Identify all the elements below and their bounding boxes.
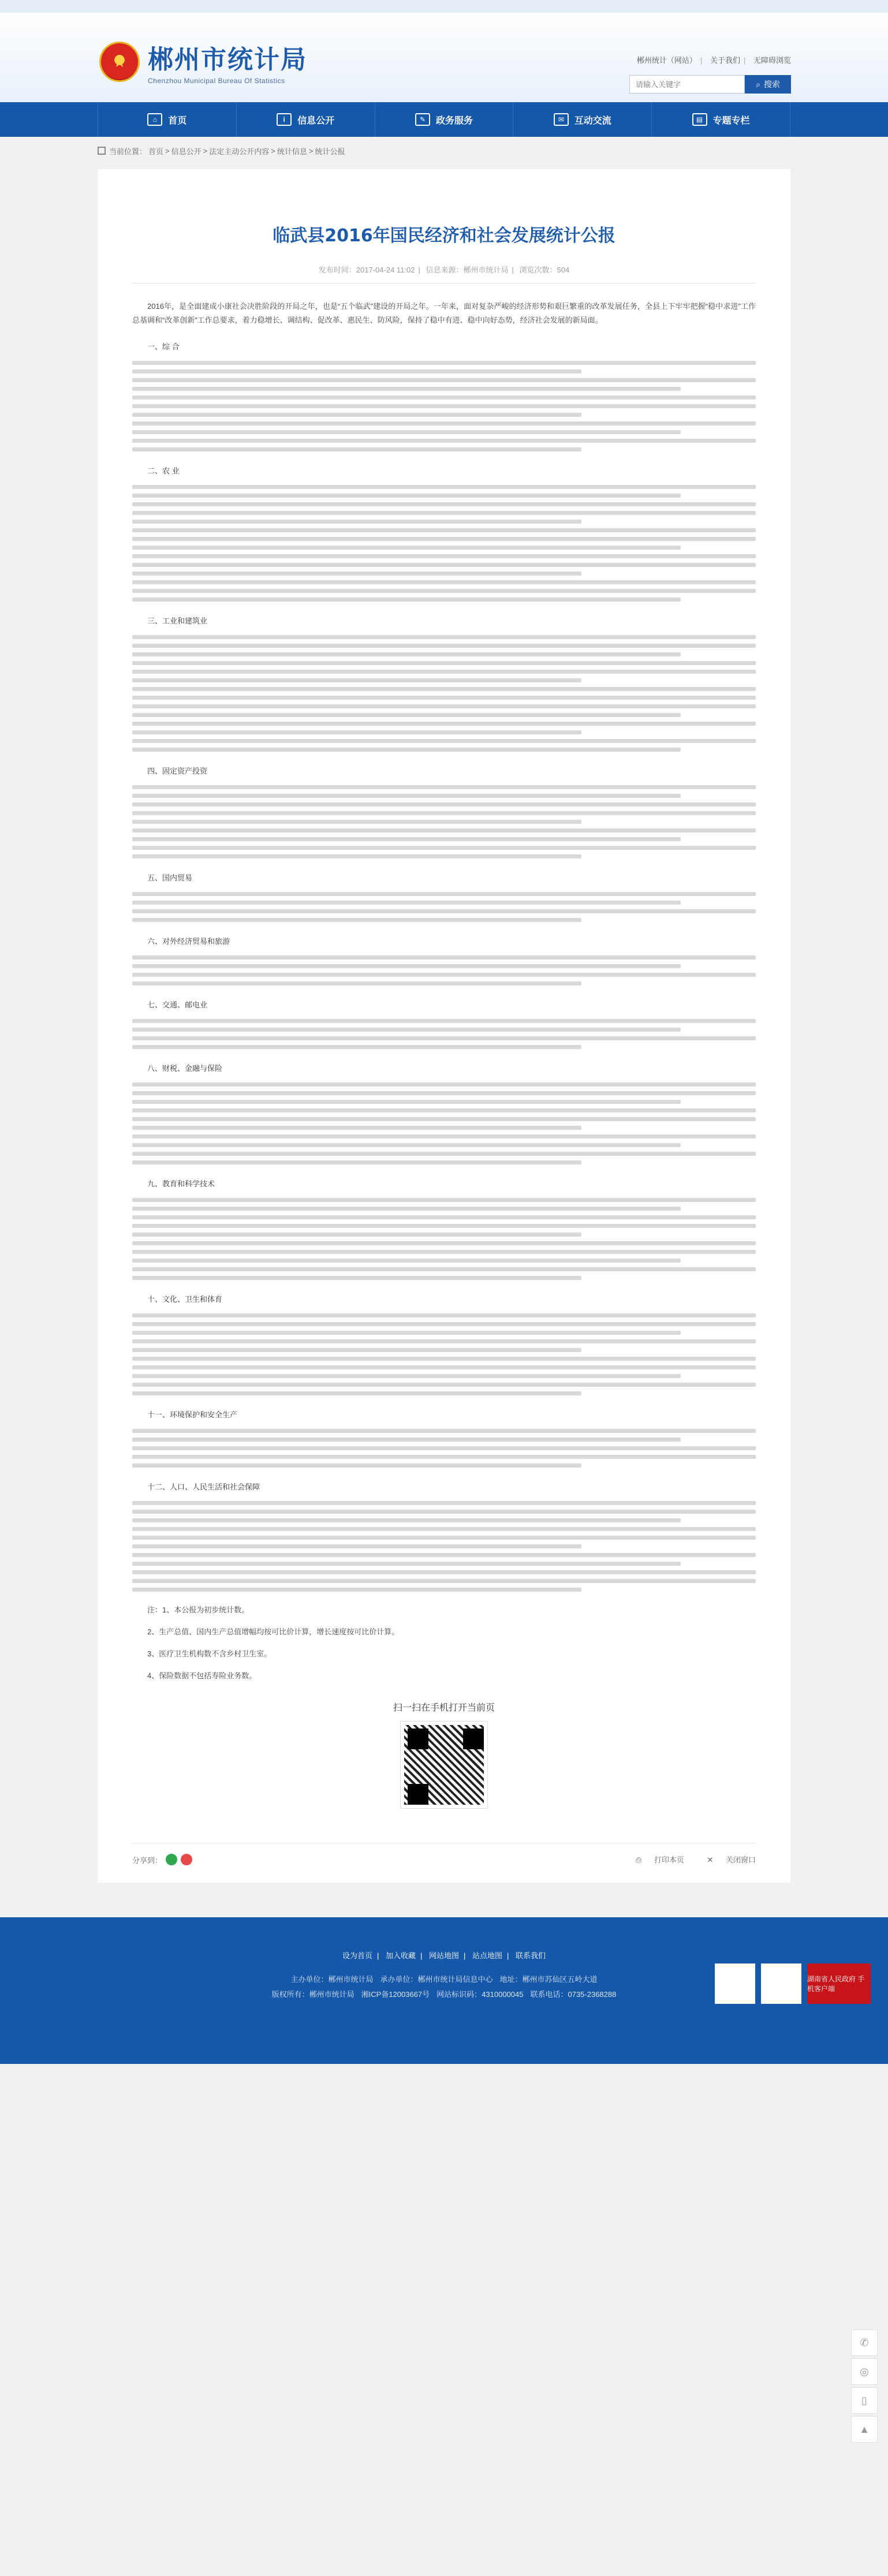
wechat-float-icon[interactable]: ✆ <box>851 2329 878 2356</box>
nav-home[interactable] <box>98 102 237 137</box>
print-label: 打印本页 <box>654 1856 684 1864</box>
site-header <box>0 13 888 102</box>
back-to-top-icon[interactable]: ▲ <box>851 2416 878 2443</box>
nav-interact[interactable] <box>513 102 652 137</box>
print-icon: ⎙ <box>635 1856 644 1864</box>
nav-info-label: 信息公开 <box>297 115 335 126</box>
breadcrumb-legal[interactable]: 法定主动公开内容 <box>209 147 270 156</box>
footer-site-id: 网站标识码：4310000045 <box>436 1990 524 1999</box>
breadcrumb-info[interactable]: 信息公开 <box>171 147 202 156</box>
nav-topics-label: 专题专栏 <box>712 115 750 126</box>
article-body <box>132 300 756 1683</box>
view-count: 浏览次数：504 <box>519 266 570 274</box>
note-item: 4、保险数据不包括寿险业务数。 <box>147 1671 257 1680</box>
qr-badge-icon <box>761 1963 801 2004</box>
section-heading: 二、农 业 <box>147 466 180 475</box>
qr-label: 扫一扫在手机打开当前页 <box>393 1703 495 1713</box>
note-item: 注：1、本公报为初步统计数。 <box>147 1606 249 1614</box>
national-emblem-icon: ★ <box>99 42 140 82</box>
section-heading: 十二、人口、人民生活和社会保障 <box>147 1483 260 1491</box>
home-icon: ⌂ <box>147 113 162 126</box>
search-input[interactable] <box>629 75 745 94</box>
section-heading: 五、国内贸易 <box>147 873 193 882</box>
main-nav <box>0 102 888 137</box>
nav-info[interactable] <box>237 102 375 137</box>
footer-copyright: 版权所有：郴州市统计局 <box>271 1990 355 1999</box>
paragraph-placeholder <box>132 635 756 752</box>
qr-code <box>401 1722 487 1808</box>
qr-section <box>132 1700 756 1808</box>
gov-app-badge[interactable] <box>807 1963 871 2004</box>
paragraph-placeholder <box>132 1019 756 1049</box>
nav-home-label: 首页 <box>168 115 187 126</box>
search-button[interactable] <box>745 75 791 94</box>
paragraph-placeholder <box>132 485 756 602</box>
section-heading: 三、工业和建筑业 <box>147 617 208 625</box>
top-strip <box>0 0 888 13</box>
qr-badge-icon <box>715 1963 755 2004</box>
close-label: 关闭窗口 <box>725 1856 756 1864</box>
site-logo[interactable] <box>99 39 307 85</box>
section-heading: 一、综 合 <box>147 342 180 351</box>
section-heading: 十、文化、卫生和体育 <box>147 1295 223 1304</box>
site-name: 郴州市统计局 <box>148 45 307 74</box>
breadcrumb: 当前位置： 首页 > 信息公开 > 法定主动公开内容 > 统计信息 > 统计公报 <box>98 137 790 165</box>
wechat-share-icon[interactable] <box>166 1854 177 1865</box>
footer-link-contact[interactable]: 联系我们 <box>516 1951 546 1960</box>
location-icon <box>98 147 106 155</box>
nav-service[interactable] <box>375 102 514 137</box>
mobile-float-icon[interactable]: ▯ <box>851 2387 878 2414</box>
paragraph-placeholder <box>132 1501 756 1592</box>
paragraph-placeholder <box>132 1429 756 1468</box>
footer-organizer: 承办单位：郴州市统计局信息中心 <box>380 1975 493 1984</box>
top-link-accessibility[interactable]: 无障碍浏览 <box>753 56 791 65</box>
article-card <box>98 169 790 1883</box>
footer-phone: 联系电话：0735-2368288 <box>530 1990 617 1999</box>
paragraph-placeholder <box>132 785 756 858</box>
section-heading: 四、固定资产投资 <box>147 767 208 775</box>
article-meta: 发布时间：2017-04-24 11:02 | 信息来源：郴州市统计局 | 浏览次数：504 <box>132 264 756 283</box>
footer-link-map[interactable]: 站点地图 <box>472 1951 503 1960</box>
paragraph-placeholder <box>132 361 756 451</box>
footer-link-sitemap[interactable]: 网站地图 <box>428 1951 459 1960</box>
top-link-about[interactable]: 关于我们 <box>710 56 740 65</box>
chat-icon: ✉ <box>554 113 569 126</box>
footer-host: 主办单位：郴州市统计局 <box>290 1975 374 1984</box>
share-bar <box>132 1843 756 1865</box>
close-window-button[interactable] <box>696 1856 756 1864</box>
section-heading: 七、交通、邮电业 <box>147 1000 208 1009</box>
article-title: 临武县2016年国民经济和社会发展统计公报 <box>273 226 615 246</box>
paragraph-placeholder <box>132 892 756 922</box>
weibo-share-icon[interactable] <box>181 1854 192 1865</box>
share-label: 分享到： <box>132 1856 163 1865</box>
service-icon: ✎ <box>415 113 430 126</box>
info-source: 信息来源：郴州市统计局 <box>426 266 509 274</box>
paragraph-placeholder <box>132 1313 756 1395</box>
site-name-en: Chenzhou Municipal Bureau Of Statistics <box>148 77 285 85</box>
publish-time: 发布时间：2017-04-24 11:02 <box>318 266 415 274</box>
top-links: 郴州统计（网站） | 关于我们 | 无障碍浏览 <box>636 56 791 65</box>
footer-link-home[interactable]: 设为首页 <box>342 1951 372 1960</box>
note-item: 2、生产总值、国内生产总值增幅均按可比价计算，增长速度按可比价计算。 <box>147 1627 400 1636</box>
site-footer <box>0 1917 888 2064</box>
footer-address: 地址：郴州市苏仙区五岭大道 <box>499 1975 598 1984</box>
breadcrumb-prefix: 当前位置： <box>109 147 147 156</box>
nav-interact-label: 互动交流 <box>574 115 611 126</box>
breadcrumb-bulletin[interactable]: 统计公报 <box>315 147 345 156</box>
footer-links: 设为首页 | 加入收藏 | 网站地图 | 站点地图 | 联系我们 <box>342 1951 546 1960</box>
breadcrumb-home[interactable]: 首页 <box>148 147 164 156</box>
gov-app-badge-label: 湖南省人民政府 手机客户端 <box>807 1975 865 1993</box>
topics-icon: ▤ <box>692 113 707 126</box>
info-icon: i <box>277 113 292 126</box>
breadcrumb-stats[interactable]: 统计信息 <box>277 147 307 156</box>
paragraph-placeholder <box>132 1198 756 1280</box>
search-button-label: 搜索 <box>763 80 780 89</box>
note-item: 3、医疗卫生机构数不含乡村卫生室。 <box>147 1649 272 1658</box>
article-intro: 2016年，是全面建成小康社会决胜阶段的开局之年，也是“五个临武”建设的开局之年。一年来，面对复杂严峻的经济形势和艰巨繁重的改革发展任务，全县上下牢牢把握“稳中求进”工作总基调和“改革创新”工作总要求，着力稳增长、调结构、促改革、惠民生、防风险，保持了稳中有进、稳中向好态势，经济社会发展的新局面。 <box>132 302 756 324</box>
footer-link-favorite[interactable]: 加入收藏 <box>385 1951 416 1960</box>
section-heading: 六、对外经济贸易和旅游 <box>147 937 230 946</box>
section-heading: 九、教育和科学技术 <box>147 1179 215 1188</box>
close-icon: ✕ <box>707 1856 715 1864</box>
nav-topics[interactable] <box>652 102 790 137</box>
search-icon: ⌕ <box>756 79 760 89</box>
floating-toolbar <box>851 2329 878 2445</box>
top-link-site[interactable]: 郴州统计（网站） <box>636 56 697 65</box>
nav-service-label: 政务服务 <box>435 115 473 126</box>
paragraph-placeholder <box>132 955 756 985</box>
print-button[interactable] <box>625 1856 684 1864</box>
footer-icp[interactable]: 湘ICP备12003667号 <box>361 1990 430 1999</box>
section-heading: 八、财税、金融与保险 <box>147 1064 223 1073</box>
paragraph-placeholder <box>132 1082 756 1164</box>
search-box <box>629 75 791 94</box>
section-heading: 十一、环境保护和安全生产 <box>147 1410 238 1419</box>
footer-badges <box>715 1963 871 2004</box>
weibo-float-icon[interactable]: ◎ <box>851 2358 878 2385</box>
